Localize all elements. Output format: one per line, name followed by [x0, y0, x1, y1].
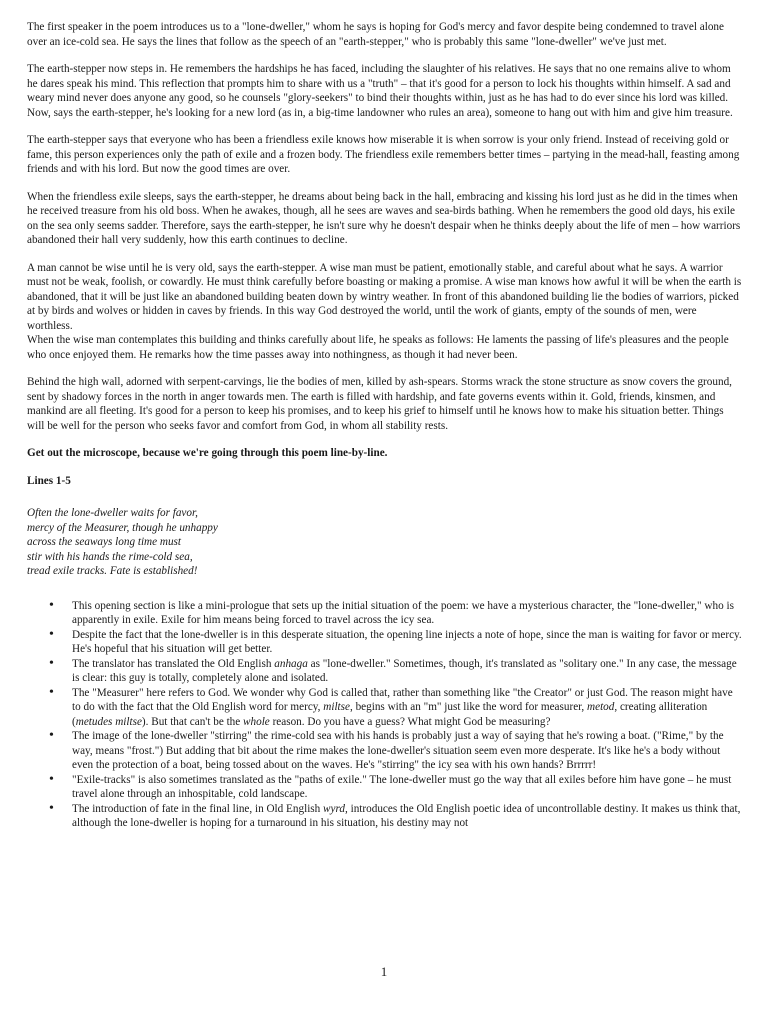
analysis-item: • The "Measurer" here refers to God. We wonder why God is called that, rather than something like "the Creator" or just God. The reason might have to do with the fact that the Old English word for mercy, miltse, begins with an "m" just like the word for measurer, metod, creating alliteration (metudes miltse). But that can't be the whole reason. Do you have a guess? What might God be measuring?	[27, 686, 743, 730]
poem-line: Often the lone-dweller waits for favor,	[27, 507, 198, 519]
summary-paragraph-5: A man cannot be wise until he is very old, says the earth-stepper. A wise man must be patient, emotionally stable, and careful about what he says. A warrior must not be weak, foolish, or cowardly. He must think carefully before boasting or making a promise. A wise man knows how awful it will be when the earth is abandoned, that it will be just like an abandoned building beaten down by wintry weather. In front of this abandoned building lie the bodies of warriors, picked at by birds and wolves or hidden in caves by friends. In this way God destroyed the world, until the work of giants, empty of the sounds of men, were worthless.	[27, 261, 742, 332]
summary-paragraph-3: The earth-stepper says that everyone who has been a friendless exile knows how miserable it is when sorrow is your only friend. Instead of receiving gold or fame, this person experiences only the path of exile and a frozen body. The friendless exile remembers better times – partying in the mead-hall, feasting among friends and with his lord. But now the good times are over.	[27, 134, 740, 175]
analysis-item: • Despite the fact that the lone-dweller is in this desperate situation, the opening line injects a note of hope, since the man is waiting for favor or mercy. He's hopeful that his situation will get better.	[27, 628, 743, 657]
section-heading: Get out the microscope, because we're going through this poem line-by-line.	[27, 447, 388, 459]
analysis-item: • The introduction of fate in the final line, in Old English wyrd, introduces the Old English poetic idea of uncontrollable destiny. It makes us think that, although the lone-dweller is hoping for a turnaround in his situation, his destiny may not	[27, 802, 743, 831]
summary-paragraph-6: When the wise man contemplates this building and thinks carefully about life, he speaks as follows: He laments the passing of life's pleasures and the people who once enjoyed them. He remarks how the time passes away into nothingness, as though it had never been.	[27, 334, 729, 361]
summary-paragraph-7: Behind the high wall, adorned with serpent-carvings, lie the bodies of men, killed by ash-spears. Storms wrack the stone structure as snow covers the ground, sent by shadowy forces in the north in anger towards men. The earth is filled with hardship, and fate governs events within it. Gold, friends, kinsmen, and mankind are all fleeting. It's good for a person to keep his promises, and to keep his grief to himself until he knows how to make his situation better. Things will be well for the person who seeks favor and comfort from God, in whom all stability rests.	[27, 376, 732, 432]
poem-line: stir with his hands the rime-cold sea,	[27, 550, 193, 563]
summary-paragraph-4: When the friendless exile sleeps, says the earth-stepper, he dreams about being back in the hall, embracing and kissing his lord just as he did in the times when he received treasure from his old boss. When he awakes, though, all he sees are waves and sea-birds bathing. When he remembers the good old days, his exile on the sea only seems sadder. Therefore, says the earth-stepper, he isn't sure why he doesn't despair when he thinks deeply about the life of men – how warriors abandoned their hall very suddenly, how this earth continues to decline.	[27, 190, 741, 246]
analysis-item: • The translator has translated the Old English anhaga as "lone-dweller." Sometimes, though, it's translated as "solitary one." In any case, the message is clear: this guy is totally, completely alone and isolated.	[27, 657, 743, 686]
poem-line: tread exile tracks. Fate is established!	[27, 565, 198, 577]
document-page	[27, 20, 743, 831]
poem-line: across the seaways long time must	[27, 536, 182, 548]
analysis-item: • "Exile-tracks" is also sometimes translated as the "paths of exile." The lone-dweller must go the way that all exiles before him have gone – he must travel alone through an inhospitable, cold landscape.	[27, 773, 743, 802]
page-number: 1	[380, 964, 388, 979]
poem-excerpt	[27, 506, 743, 579]
lines-heading: Lines 1-5	[27, 474, 71, 487]
summary-paragraph-2: The earth-stepper now steps in. He remembers the hardships he has faced, including the slaughter of his relatives. He says that no one remains alive to whom he dares speak his mind. This reflection that prompts him to share with us a "truth" – that it's good for a person to lock his thoughts within himself. A sad and weary mind never does anyone any good, so he counsels "glory-seekers" to bind their thoughts within, just as he has had to do ever since his lord was killed. Now, says the earth-stepper, he's looking for a new lord (as in, a big-time landowner who rules an area), someone to hang out with him and give him treasure.	[27, 63, 733, 119]
summary-paragraph-1: The first speaker in the poem introduces us to a "lone-dweller," whom he says is hoping for God's mercy and favor despite being condemned to travel alone over an ice-cold sea. He says the lines that follow as the speech of an "earth-stepper," who is probably this same "lone-dweller" we've just met.	[27, 21, 724, 48]
analysis-item: • This opening section is like a mini-prologue that sets up the initial situation of the poem: we have a mysterious character, the "lone-dweller," who is apparently in exile. Exile for him means being forced to travel across the icy sea.	[27, 599, 743, 628]
analysis-item: • The image of the lone-dweller "stirring" the rime-cold sea with his hands is probably just a way of saying that he's rowing a boat. ("Rime," by the way, means "frost.") But adding that bit about the rime makes the lone-dweller's situation seem even more desperate. It's like he's a body without even the protection of a boat, being tossed about on the waves. He's "stirring" the icy sea with his own hands? Brrrrr!	[27, 729, 743, 773]
analysis-list	[27, 599, 743, 831]
poem-line: mercy of the Measurer, though he unhappy	[27, 521, 218, 534]
